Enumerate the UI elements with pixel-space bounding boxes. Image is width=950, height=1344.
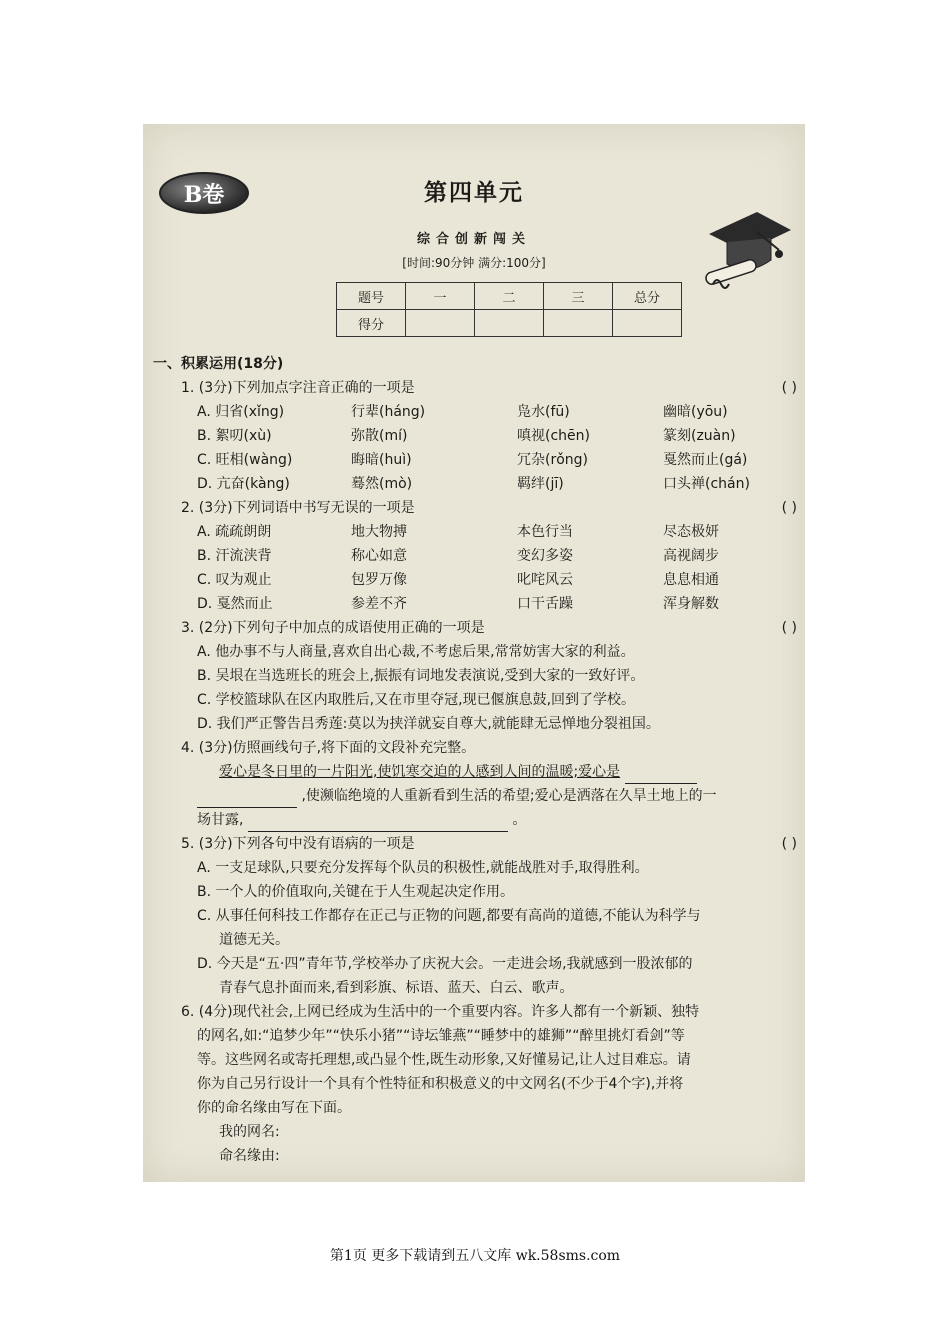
page-footer: 第1页 更多下载请到五八文库 wk.58sms.com [329,1248,621,1264]
option-cell: 高视阔步 [663,548,719,564]
answer-paren[interactable]: ( ) [781,836,797,852]
option-row [153,448,801,472]
option-cell: 戛然而止(gá) [663,452,748,468]
option-cell: 篆刻(zuàn) [663,428,736,444]
option-cell: 口干舌躁 [517,596,573,612]
exam-content [153,352,801,1168]
paper-badge: B卷 [159,172,249,214]
subtitle: 综合创新闯关 [416,232,531,247]
option-cell: 晦暗(huì) [351,452,412,468]
answer-blank[interactable] [248,813,508,832]
question-6 [153,1000,801,1024]
option-cell: 叱咤风云 [517,572,573,588]
question-4 [153,736,801,760]
graduation-cap-icon [699,194,795,294]
answer-paren[interactable]: ( ) [781,380,797,396]
paper-header [143,124,805,344]
score-table-col-2: 二 [475,283,544,310]
question-stem: 5. (3分)下列各句中没有语病的一项是 [181,836,415,852]
fill-text: ,使濒临绝境的人重新看到生活的希望;爱心是洒落在久旱土地上的一 [301,788,717,804]
score-table-col-total: 总分 [613,283,682,310]
option-cell: 口头禅(chán) [663,476,750,492]
option-cell: 尽态极妍 [663,524,719,540]
option-cell: 地大物搏 [351,524,407,540]
section-title: 一、积累运用(18分) [153,356,284,372]
score-cell[interactable] [406,310,475,337]
question-text: 你为自己另行设计一个具有个性特征和积极意义的中文网名(不少于4个字),并将 [197,1076,684,1092]
option-cell: 变幻多姿 [517,548,573,564]
fill-text: 爱心是冬日里的一片阳光,使饥寒交迫的人感到人间的温暖;爱心是 [219,764,621,780]
option-cell: 浑身解数 [663,596,719,612]
answer-paren[interactable]: ( ) [781,620,797,636]
option-cell: A. 疏疏朗朗 [197,524,272,540]
option-cell: C. 旺相(wàng) [197,452,293,468]
option-cell: D. 戛然而止 [197,596,273,612]
unit-title: 第四单元 [424,180,524,206]
option-line: A. 一支足球队,只要充分发挥每个队员的积极性,就能战胜对手,取得胜利。 [197,860,649,876]
score-cell[interactable] [544,310,613,337]
score-table [336,282,682,337]
time-info: [时间:90分钟 满分:100分] [402,256,546,270]
option-cell: 凫水(fū) [517,404,570,420]
fill-line [153,760,801,784]
question-text: 的网名,如:“追梦少年”“快乐小猪”“诗坛雏燕”“睡梦中的雄狮”“醉里挑灯看剑”等 [197,1028,685,1044]
option-cell: 蓦然(mò) [351,476,413,492]
option-line: D. 今天是“五·四”青年节,学校举办了庆祝大会。一走进会场,我就感到一股浓郁的 [197,956,693,972]
option-cell: 息息相通 [663,572,719,588]
fill-line [153,784,801,808]
answer-blank[interactable] [625,765,697,784]
option-line: B. 一个人的价值取向,关键在于人生观起决定作用。 [197,884,514,900]
option-row [153,472,801,496]
option-cell: 本色行当 [517,524,573,540]
question-stem: 1. (3分)下列加点字注音正确的一项是 [181,380,415,396]
question-text: 等。这些网名或寄托理想,或凸显个性,既生动形象,又好懂易记,让人过目难忘。请 [197,1052,691,1068]
question-stem: 4. (3分)仿照画线句子,将下面的文段补充完整。 [181,740,476,756]
score-table-score-label: 得分 [337,310,406,337]
option-row [153,520,801,544]
fill-text: 场甘露, [197,812,244,828]
question-stem: 2. (3分)下列词语中书写无误的一项是 [181,500,415,516]
option-cell: 冗杂(rǒng) [517,452,589,468]
question-stem: 3. (2分)下列句子中加点的成语使用正确的一项是 [181,620,485,636]
option-row [153,400,801,424]
answer-paren[interactable]: ( ) [781,500,797,516]
option-cell: D. 亢奋(kàng) [197,476,290,492]
option-cell: 弥散(mí) [351,428,408,444]
option-cell: 羁绊(jī) [517,476,564,492]
fill-line [153,808,801,832]
score-table-header-label: 题号 [337,283,406,310]
option-cell: 幽暗(yōu) [663,404,728,420]
option-cell: 参差不齐 [351,596,407,612]
my-name-label: 我的网名: [219,1124,280,1140]
option-row [153,544,801,568]
score-table-col-3: 三 [544,283,613,310]
option-cell: A. 归省(xǐng) [197,404,285,420]
score-cell[interactable] [613,310,682,337]
reason-label: 命名缘由: [219,1148,280,1164]
question-2 [153,496,801,520]
option-cell: 称心如意 [351,548,407,564]
option-cell: B. 汗流浃背 [197,548,272,564]
option-cell: 包罗万像 [351,572,407,588]
option-line: C. 学校篮球队在区内取胜后,又在市里夺冠,现已偃旗息鼓,回到了学校。 [197,692,636,708]
question-text: 6. (4分)现代社会,上网已经成为生活中的一个重要内容。许多人都有一个新颖、独特 [181,1004,700,1020]
option-line-continued: 道德无关。 [219,932,289,948]
option-cell: B. 絮叨(xù) [197,428,272,444]
question-text: 你的命名缘由写在下面。 [197,1100,351,1116]
option-cell: 行辈(háng) [351,404,426,420]
option-row [153,592,801,616]
option-line: D. 我们严正警告吕秀莲:莫以为挟洋就妄自尊大,就能肆无忌惮地分裂祖国。 [197,716,660,732]
fill-text: 。 [512,812,527,828]
option-row [153,424,801,448]
option-row [153,568,801,592]
option-cell: C. 叹为观止 [197,572,272,588]
option-line-continued: 青春气息扑面而来,看到彩旗、标语、蓝天、白云、歌声。 [219,980,574,996]
score-cell[interactable] [475,310,544,337]
option-cell: 嗔视(chēn) [517,428,590,444]
option-line: B. 吴垠在当选班长的班会上,振振有词地发表演说,受到大家的一致好评。 [197,668,645,684]
question-5 [153,832,801,856]
question-1 [153,376,801,400]
option-line: C. 从事任何科技工作都存在正己与正物的问题,都要有高尚的道德,不能认为科学与 [197,908,701,924]
answer-blank[interactable] [197,789,297,808]
exam-paper-scan [143,124,805,1182]
question-3 [153,616,801,640]
score-table-col-1: 一 [406,283,475,310]
option-line: A. 他办事不与人商量,喜欢自出心裁,不考虑后果,常常妨害大家的利益。 [197,644,635,660]
